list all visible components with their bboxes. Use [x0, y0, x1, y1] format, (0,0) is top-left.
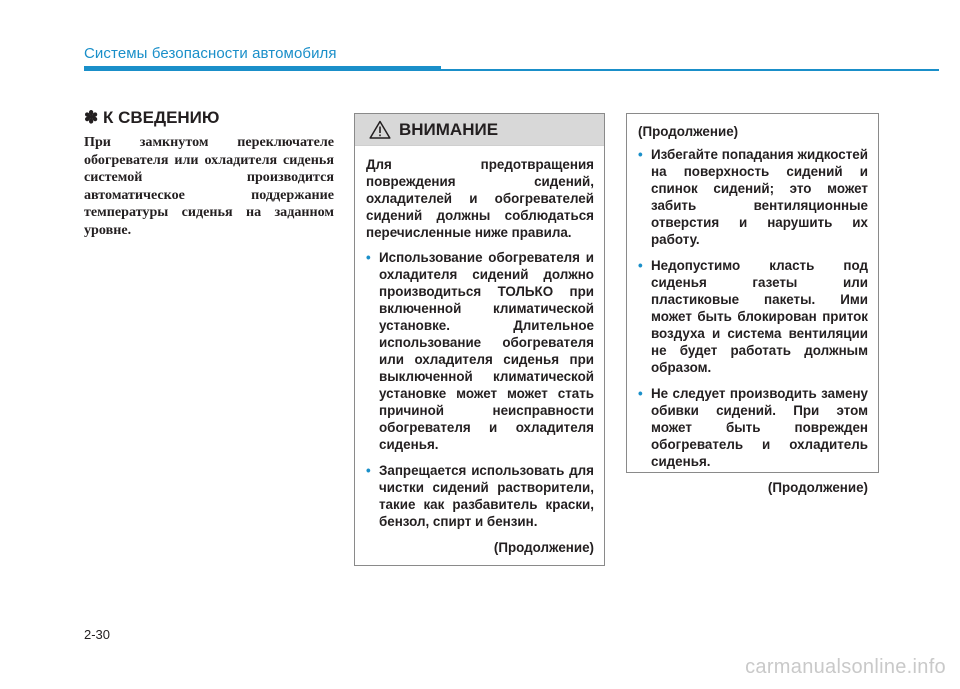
- bullet-dot-icon: •: [366, 250, 371, 265]
- warning-triangle-icon: [369, 120, 391, 139]
- header-rule: [441, 69, 939, 71]
- info-note: [84, 108, 334, 239]
- list-item: • Избегайте попадания жидкостей на поверхность сидений и спинок сидений; это может забить вентиляционные отверстия и нарушить их работу.: [638, 147, 868, 247]
- page-number: 2-30: [84, 627, 111, 642]
- list-item: • Запрещается использовать для чистки сидений растворители, такие как разбавитель краски, бензол, спирт и бензин.: [366, 463, 594, 529]
- list-item: • Использование обогревателя и охладителя сидений должно производиться ТОЛЬКО при включенной климатической установке. Длительное использование обогревателя или охладителя сиденья при выключенной климатической установке может может стать причиной неисправности обогревателя и охладителя сиденья.: [366, 250, 594, 452]
- note-text: При замкнутом переключателе обогревателя или охладителя сиденья системой производится автоматическое поддержание температуры сиденья на заданном уровне.: [84, 134, 334, 238]
- section-title: Системы безопасности автомобиля: [84, 45, 337, 62]
- note-title: ✽ К СВЕДЕНИЮ: [84, 108, 220, 127]
- warning-header: [355, 114, 604, 146]
- warning-continued-box: [626, 113, 879, 495]
- warning-box: [354, 113, 605, 566]
- warning-intro: Для предотвращения повреждения сидений, охладителей и обогревателей сидений должны соблюдаться перечисленные ниже правила.: [366, 157, 594, 240]
- list-item: • Не следует производить замену обивки сидений. При этом может быть поврежден обогреватель и охладитель сиденья.: [638, 386, 868, 469]
- warning-title: ВНИМАНИЕ: [399, 119, 499, 139]
- header-bar: [84, 66, 441, 71]
- bullet-dot-icon: •: [366, 463, 371, 478]
- bullet-dot-icon: •: [638, 258, 643, 273]
- watermark: carmanualsonline.info: [745, 656, 946, 678]
- list-item: • Недопустимо класть под сиденья газеты или пластиковые пакеты. Ими может быть блокирован приток воздуха и система вентиляции не будет работать должным образом.: [638, 258, 868, 375]
- bullet-dot-icon: •: [638, 147, 643, 162]
- continued-label-top: (Продолжение): [638, 124, 739, 139]
- bullet-dot-icon: •: [638, 386, 643, 401]
- continued-label: (Продолжение): [493, 540, 594, 555]
- continued-label-bottom: (Продолжение): [767, 480, 868, 495]
